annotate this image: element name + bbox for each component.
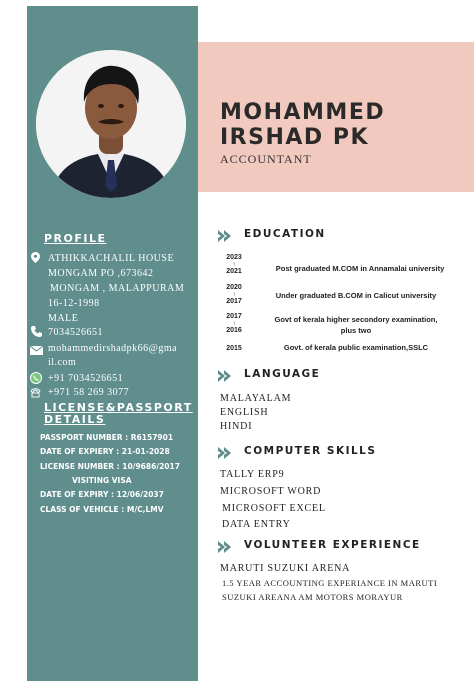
language-item: HINDI xyxy=(220,421,253,432)
language-heading: LANGUAGE xyxy=(244,368,321,380)
email-line-2: il.com xyxy=(48,357,77,368)
volunteer-org: MARUTI SUZUKI ARENA xyxy=(220,563,351,574)
address-line-1: ATHIKKACHALIL HOUSE xyxy=(48,253,175,264)
passport-number: PASSPORT NUMBER : R6157901 xyxy=(40,433,174,442)
whatsapp-number: +91 7034526651 xyxy=(48,373,124,384)
volunteer-heading: VOLUNTEER EXPERIENCE xyxy=(244,539,421,551)
phone-icon xyxy=(31,326,42,340)
license-expiry: DATE OF EXPIRY : 12/06/2037 xyxy=(40,490,164,499)
name-line-2: IRSHAD PK xyxy=(220,125,370,150)
edu-description: Govt. of kerala public examination,SSLC xyxy=(283,343,429,352)
license-heading-line-1: LICENSE&PASSPORT xyxy=(44,401,193,414)
edu-description: Post graduated M.COM in Annamalai university xyxy=(275,264,445,273)
edu-year-range: 2017 ↑ 2016 xyxy=(226,313,242,334)
skill-item: MICROSOFT WORD xyxy=(220,486,322,497)
candidate-name xyxy=(220,100,385,150)
license-number: LICENSE NUMBER : 10/9686/2017 xyxy=(40,462,180,471)
edu-year-range: 2020 ↑ 2017 xyxy=(226,284,242,305)
visa-type: VISITING VISA xyxy=(72,476,132,485)
edu-description: Under graduated B.COM in Calicut university xyxy=(275,291,437,300)
skill-item: MICROSOFT EXCEL xyxy=(222,503,326,514)
vehicle-class: CLASS OF VEHICLE : M/C,LMV xyxy=(40,505,164,514)
date-of-birth: 16-12-1998 xyxy=(48,298,100,309)
volunteer-detail-line-1: 1.5 YEAR ACCOUNTING EXPERIANCE IN MARUTI xyxy=(222,578,438,588)
mail-icon xyxy=(30,346,43,358)
skill-item: DATA ENTRY xyxy=(222,519,291,530)
profile-heading: PROFILE xyxy=(44,232,107,245)
address-line-3: MONGAM , MALAPPURAM xyxy=(50,283,185,294)
edu-year: 2015 xyxy=(226,345,242,352)
telephone-icon xyxy=(30,388,41,401)
chevron-right-icon xyxy=(218,540,232,558)
profile-photo xyxy=(36,50,186,198)
edu-description: Govt of kerala higher secondory examination, plus two xyxy=(274,315,438,335)
volunteer-detail-line-2: SUZUKI AREANA AM MOTORS MORAYUR xyxy=(222,592,403,602)
skills-heading: COMPUTER SKILLS xyxy=(244,445,377,457)
email-line-1: mohammedirshadpk66@gma xyxy=(48,343,178,354)
chevron-right-icon xyxy=(218,446,232,464)
passport-expiry: DATE OF EXPIERY : 21-01-2028 xyxy=(40,447,170,456)
address-line-2: MONGAM PO ,673642 xyxy=(48,268,154,279)
chevron-right-icon xyxy=(218,229,232,247)
license-heading xyxy=(44,402,193,426)
gender: MALE xyxy=(48,313,79,324)
license-heading-line-2: DETAILS xyxy=(44,413,106,426)
whatsapp-icon xyxy=(30,372,42,387)
skill-item: TALLY ERP9 xyxy=(220,469,285,480)
edu-year-range: 2023 ↑ 2021 xyxy=(226,254,242,275)
location-pin-icon xyxy=(31,252,40,266)
chevron-right-icon xyxy=(218,369,232,387)
job-title: ACCOUNTANT xyxy=(220,152,312,166)
language-item: ENGLISH xyxy=(220,407,269,418)
name-line-1: MOHAMMED xyxy=(220,100,386,125)
phone-number: 7034526651 xyxy=(48,327,103,338)
alternate-phone: +971 58 269 3077 xyxy=(48,387,130,398)
education-heading: EDUCATION xyxy=(244,228,326,240)
language-item: MALAYALAM xyxy=(220,393,292,404)
